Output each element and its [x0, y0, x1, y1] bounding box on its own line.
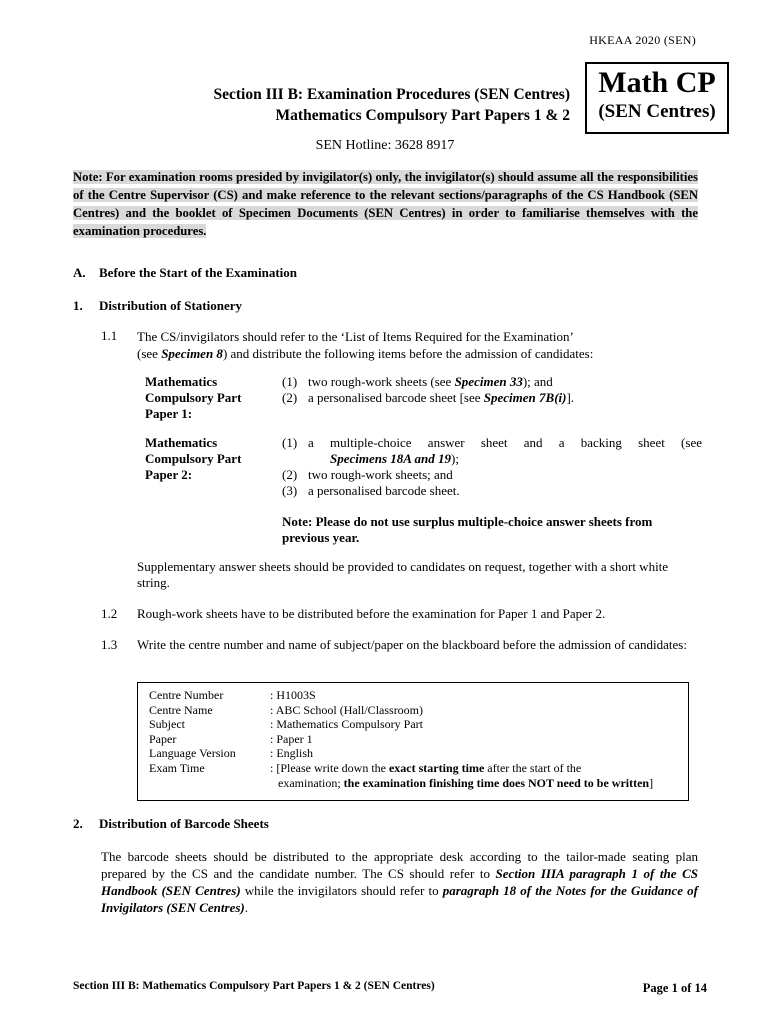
title-line-2: Mathematics Compulsory Part Papers 1 & 2: [275, 107, 570, 124]
value-text: ]: [649, 775, 654, 790]
footer-title: Section III B: Mathematics Compulsory Part Papers 1 & 2 (SEN Centres): [73, 980, 435, 992]
list-item: [282, 483, 702, 499]
para-1-1-line-1: The CS/invigilators should refer to the ‘List of Items Required for the Examination’: [137, 329, 574, 344]
row-value: [270, 717, 690, 732]
row-label: Paper: [149, 732, 177, 746]
blackboard-box: [137, 682, 689, 801]
colon: :: [270, 703, 274, 717]
row-label: Centre Name: [149, 703, 213, 717]
section-2-number: 2.: [73, 816, 83, 831]
paper-2-label-line: Paper 2:: [145, 467, 193, 482]
para-1-2-number: 1.2: [101, 606, 118, 621]
item-number: (1): [282, 435, 298, 450]
row-label: Subject: [149, 717, 185, 731]
section-a-heading: [73, 265, 297, 281]
section-1-number: 1.: [73, 298, 83, 313]
colon: :: [270, 761, 274, 775]
page-number: Page 1 of 14: [642, 981, 707, 995]
para-1-1-line-2: [137, 345, 702, 362]
para-1-3-number: 1.3: [101, 637, 118, 652]
para-1-1-number: 1.1: [101, 328, 118, 343]
item-text: a multiple-choice answer sheet and a backing sheet (see: [308, 435, 702, 450]
section-1-heading: [73, 298, 242, 314]
colon: :: [270, 732, 274, 746]
row-value: [270, 703, 690, 718]
item-number: (3): [282, 483, 298, 498]
paper-2-note: Note: Please do not use surplus multiple-choice answer sheets from previous year.: [282, 514, 653, 545]
notes-ref: paragraph 18 of the Notes for the Guidance of Invigilators (SEN Centres): [101, 883, 698, 915]
specimen-ref: Specimen 7B(i): [483, 390, 567, 405]
row-value: [270, 732, 690, 747]
paper-2-label-line: Mathematics: [145, 435, 218, 450]
item-text-part: a personalised barcode sheet [see: [308, 390, 484, 405]
para-1-1: [137, 328, 702, 362]
badge-line-1: Math CP: [598, 66, 716, 99]
section-2-heading: [73, 816, 269, 832]
para-1-1-text: (see: [137, 346, 162, 361]
value-text: ABC School (Hall/Classroom): [275, 703, 424, 717]
paper-1-label: [145, 374, 275, 422]
row-label: Language Version: [149, 746, 236, 760]
item-text: [308, 390, 702, 406]
item-number: (1): [282, 374, 298, 389]
row-value: [270, 688, 690, 703]
para-1-1-text: ) and distribute the following items before the admission of candidates:: [222, 346, 594, 361]
value-text: Mathematics Compulsory Part: [276, 717, 423, 731]
list-item: [282, 374, 702, 390]
row-value: [270, 761, 690, 790]
value-text-bold: the examination finishing time does NOT need to be written: [343, 775, 650, 790]
section-2-paragraph: [101, 848, 698, 916]
list-item: [282, 467, 702, 483]
specimen-ref: Specimens 18A and 19: [330, 451, 451, 466]
paper-1-label-line: Compulsory Part: [145, 390, 242, 405]
value-text: Paper 1: [276, 732, 313, 746]
item-number: (2): [282, 390, 298, 405]
title-line-1: Section III B: Examination Procedures (SEN Centres): [213, 86, 570, 103]
value-text: after the start of the: [484, 761, 582, 775]
invigilator-note: [73, 168, 698, 240]
colon: :: [270, 746, 274, 760]
paragraph-text: The barcode sheets should be distributed to the appropriate desk according to the tailor-made seating plan prepared by the CS and the candidate number. The CS should refer to: [101, 849, 698, 881]
value-text: H1003S: [276, 688, 316, 702]
value-text: English: [276, 746, 314, 760]
supplementary-sheets-text: Supplementary answer sheets should be provided to candidates on request, together with a short white string.: [137, 559, 669, 590]
paper-1-label-line: Paper 1:: [145, 406, 193, 421]
section-1-title: Distribution of Stationery: [99, 298, 242, 313]
section-a-title: Before the Start of the Examination: [99, 265, 297, 280]
value-text: [Please write down the: [276, 761, 389, 775]
subject-badge: [585, 62, 729, 134]
value-text-bold: exact starting time: [388, 761, 485, 775]
specimen-ref: Specimen 8: [161, 346, 223, 361]
page-title: [100, 84, 570, 126]
section-a-number: A.: [73, 265, 86, 280]
list-item-continuation: [282, 451, 702, 467]
paper-2-label: [145, 435, 275, 483]
item-text: a personalised barcode sheet.: [308, 483, 460, 498]
item-text-part: two rough-work sheets (see: [308, 374, 455, 389]
header-code: HKEAA 2020 (SEN): [589, 33, 696, 47]
para-1-2: Rough-work sheets have to be distributed before the examination for Paper 1 and Paper 2.: [137, 606, 606, 621]
row-label: Exam Time: [149, 761, 205, 775]
row-value: [270, 746, 690, 761]
paper-2-label-line: Compulsory Part: [145, 451, 242, 466]
invigilator-note-text: Note: For examination rooms presided by invigilator(s) only, the invigilator(s) should assume all the responsibilities of the Centre Supervisor (CS) and make reference to the relevant sections/paragraphs of the CS Handbook (SEN Centres) and the booklet of Specimen Documents (SEN Centres) in order to familiarise themselves with the examination procedures.: [73, 170, 698, 238]
handbook-ref: Section IIIA paragraph 1 of the CS Handbook (SEN Centres): [101, 866, 699, 898]
colon: :: [270, 717, 274, 731]
paragraph-text: while the invigilators should refer to: [240, 883, 443, 898]
item-text-part: );: [451, 451, 459, 466]
paragraph-text: .: [244, 900, 248, 915]
item-text: [308, 374, 702, 390]
row-label: Centre Number: [149, 688, 224, 702]
section-2-title: Distribution of Barcode Sheets: [99, 816, 269, 831]
item-text-part: ); and: [522, 374, 553, 389]
paper-2-items: [282, 435, 702, 499]
item-text: two rough-work sheets; and: [308, 467, 453, 482]
colon: :: [270, 688, 274, 702]
value-text: examination;: [278, 775, 344, 790]
paper-1-items: [282, 374, 702, 406]
item-text: [308, 451, 702, 467]
list-item: [282, 390, 702, 406]
specimen-ref: Specimen 33: [454, 374, 523, 389]
item-text-part: ].: [566, 390, 575, 405]
para-1-3: Write the centre number and name of subject/paper on the blackboard before the admission of candidates:: [137, 637, 687, 652]
badge-line-2: (SEN Centres): [598, 101, 716, 122]
paper-1-label-line: Mathematics: [145, 374, 218, 389]
sen-hotline: SEN Hotline: 3628 8917: [315, 138, 455, 153]
item-number: (2): [282, 467, 298, 482]
list-item: [282, 435, 702, 451]
